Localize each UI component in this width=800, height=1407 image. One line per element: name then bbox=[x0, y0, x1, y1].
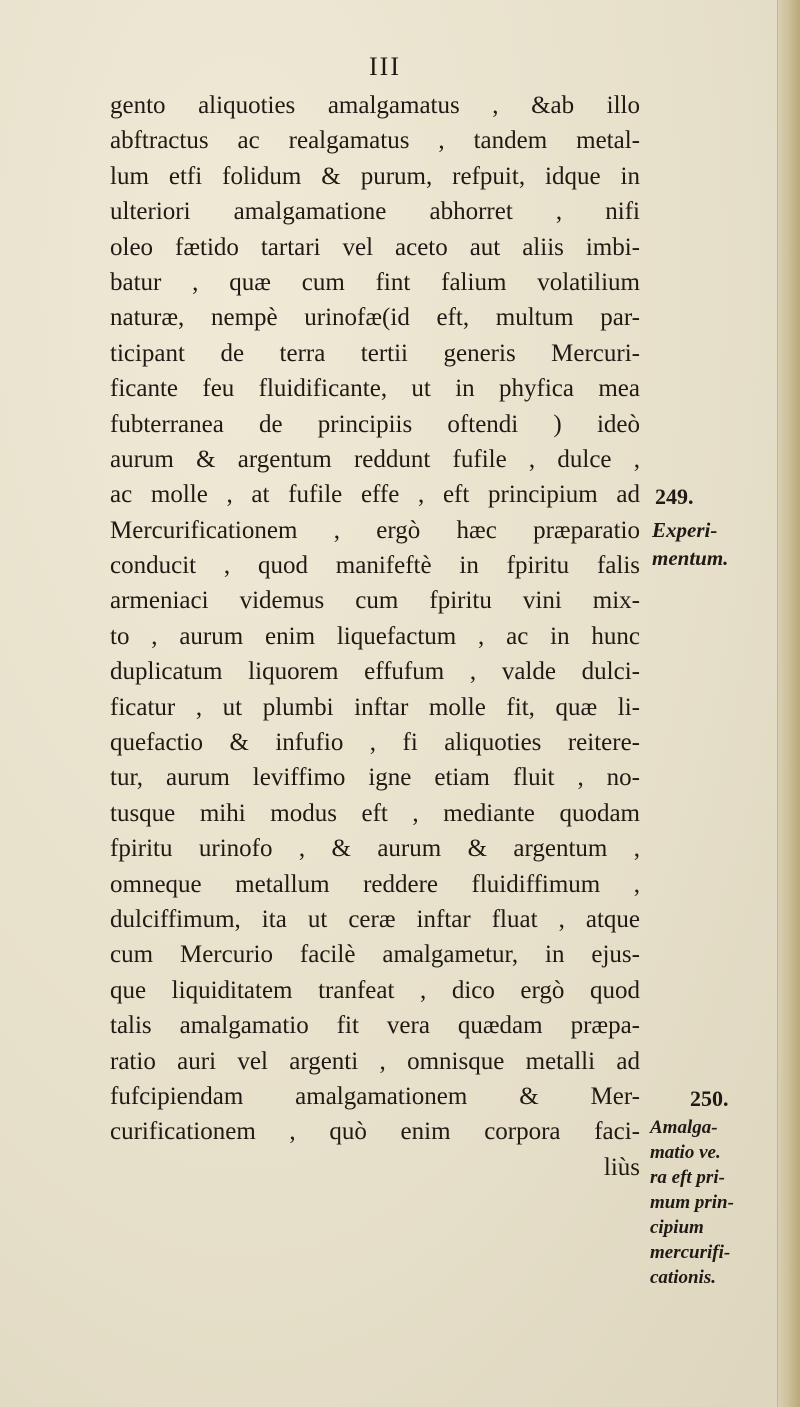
text-line: cum Mercurio facilè amalgametur, in ejus- bbox=[110, 941, 640, 969]
catchword: liùs bbox=[603, 1153, 640, 1181]
margin-note-line: matio ve. bbox=[650, 1142, 721, 1163]
text-line: ticipant de terra tertii generis Mercuri- bbox=[110, 339, 640, 367]
text-line: ficante feu fluidificante, ut in phyfica mea bbox=[110, 375, 640, 403]
margin-note-line: mentum. bbox=[652, 546, 729, 570]
text-line: naturæ, nempè urinofæ(id eft, multum par- bbox=[110, 304, 640, 332]
page-edge bbox=[777, 0, 800, 1407]
margin-note-line: ra eft pri- bbox=[650, 1167, 725, 1188]
text-line: fpiritu urinofo , & aurum & argentum , bbox=[110, 835, 640, 863]
text-line: lum etfi folidum & purum, refpuit, idque in bbox=[110, 162, 640, 190]
margin-note-number: 249. bbox=[655, 484, 694, 509]
text-line: batur , quæ cum fint falium volatilium bbox=[110, 268, 640, 296]
margin-note-line: Amalga- bbox=[650, 1117, 718, 1138]
page-number: III bbox=[369, 52, 401, 81]
text-line: gento aliquoties amalgamatus , &ab illo bbox=[110, 92, 640, 119]
text-line: ficatur , ut plumbi inftar molle fit, quæ li- bbox=[110, 693, 640, 721]
text-line: ac molle , at fufile effe , eft principium ad bbox=[110, 481, 640, 509]
text-line: oleo fætido tartari vel aceto aut aliis imbi- bbox=[110, 233, 640, 261]
text-line: curificationem , quò enim corpora faci- bbox=[110, 1118, 640, 1146]
text-line: fubterranea de principiis oftendi ) ideò bbox=[110, 410, 640, 438]
text-line: to , aurum enim liquefactum , ac in hunc bbox=[110, 622, 640, 650]
text-line: omneque metallum reddere fluidiffimum , bbox=[110, 870, 640, 898]
text-line: Mercurificationem , ergò hæc præparatio bbox=[110, 516, 640, 544]
text-line: aurum & argentum reddunt fufile , dulce , bbox=[110, 445, 640, 473]
margin-note-line: Experi- bbox=[652, 518, 718, 542]
margin-note-line: cationis. bbox=[650, 1267, 716, 1288]
margin-note-line: mercurifi- bbox=[650, 1242, 731, 1263]
text-line: ulteriori amalgamatione abhorret , nifi bbox=[110, 198, 640, 226]
text-line: talis amalgamatio fit vera quædam præpa- bbox=[110, 1012, 640, 1040]
margin-note-line: mum prin- bbox=[650, 1192, 734, 1213]
margin-note-line: cipium bbox=[650, 1217, 704, 1238]
text-line: duplicatum liquorem effufum , valde dulci- bbox=[110, 658, 640, 686]
margin-note bbox=[652, 516, 728, 572]
margin-note bbox=[650, 1115, 734, 1290]
text-line: armeniaci videmus cum fpiritu vini mix- bbox=[110, 587, 640, 615]
text-line: conducit , quod manifeftè in fpiritu falis bbox=[110, 552, 640, 580]
text-line: quefactio & infufio , fi aliquoties reitere- bbox=[110, 729, 640, 757]
text-line: fufcipiendam amalgamationem & Mer- bbox=[110, 1082, 640, 1110]
text-line: dulciffimum, ita ut ceræ inftar fluat , atque bbox=[110, 905, 640, 933]
body-text bbox=[110, 88, 640, 1185]
text-line: tusque mihi modus eft , mediante quodam bbox=[110, 799, 640, 827]
text-line: que liquiditatem tranfeat , dico ergò quod bbox=[110, 976, 640, 1004]
text-line: ratio auri vel argenti , omnisque metalli ad bbox=[110, 1047, 640, 1075]
margin-note-number: 250. bbox=[690, 1086, 729, 1111]
text-line: abftractus ac realgamatus , tandem metal- bbox=[110, 127, 640, 155]
text-line: tur, aurum leviffimo igne etiam fluit , no- bbox=[110, 764, 640, 792]
